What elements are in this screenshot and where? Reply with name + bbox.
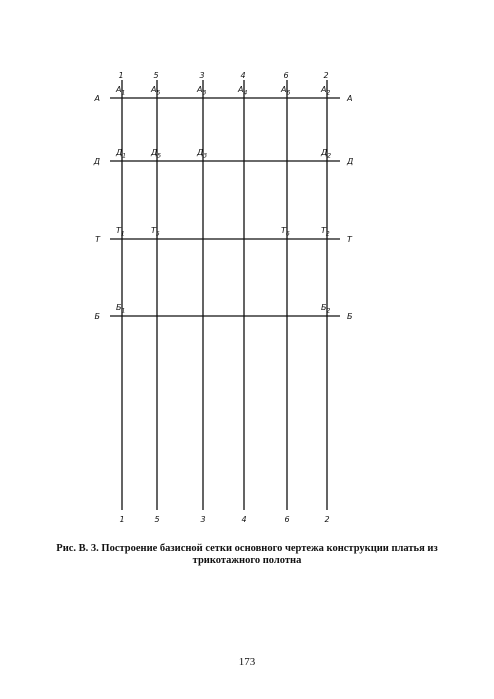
- point-label-d3: $Д_3$: [197, 148, 208, 160]
- page-number: 173: [238, 656, 256, 668]
- figure-caption-line-2: трикотажного полотна: [192, 555, 302, 566]
- vertical-label-bottom-5: 5: [154, 515, 160, 524]
- point-label-a5: $А_5$: [151, 85, 161, 97]
- point-label-d5: $Д_5$: [151, 148, 162, 160]
- point-label-a4: $А_4$: [238, 85, 248, 97]
- horizontal-label-right-t: Т: [347, 235, 352, 244]
- vertical-label-top-6: 6: [283, 71, 289, 80]
- point-label-a3: $А_3$: [197, 85, 207, 97]
- horizontal-label-left-a: А: [94, 94, 100, 103]
- horizontal-label-left-t: Т: [95, 235, 100, 244]
- point-label-t6: $Т_6$: [281, 226, 290, 238]
- point-label-t5: $Т_5$: [151, 226, 160, 238]
- vertical-label-top-4: 4: [240, 71, 246, 80]
- point-label-t2: $Т_2$: [321, 226, 330, 238]
- point-label-d1: $Д_1$: [116, 148, 127, 160]
- vertical-label-bottom-2: 2: [324, 515, 330, 524]
- point-label-a1: $А_1$: [116, 85, 126, 97]
- horizontal-label-right-d: Д: [347, 157, 354, 166]
- horizontal-label-left-d: Д: [93, 157, 100, 166]
- vertical-label-bottom-1: 1: [119, 515, 125, 524]
- figure-caption-line-1: Рис. В. 3. Построение базисной сетки основного чертежа конструкции платья из: [56, 543, 438, 554]
- vertical-label-top-3: 3: [199, 71, 205, 80]
- vertical-label-top-5: 5: [153, 71, 159, 80]
- point-label-d2: $Д_2$: [321, 148, 332, 160]
- point-label-b1: $Б_1$: [116, 303, 126, 315]
- point-label-t1: $Т_1$: [116, 226, 125, 238]
- vertical-label-top-1: 1: [118, 71, 124, 80]
- vertical-label-bottom-4: 4: [241, 515, 247, 524]
- horizontal-label-left-b: Б: [94, 312, 100, 321]
- point-label-a6: $А_6$: [281, 85, 291, 97]
- horizontal-label-right-b: Б: [347, 312, 353, 321]
- vertical-label-bottom-3: 3: [200, 515, 206, 524]
- vertical-label-bottom-6: 6: [284, 515, 290, 524]
- horizontal-label-right-a: А: [347, 94, 353, 103]
- vertical-label-top-2: 2: [323, 71, 329, 80]
- point-label-a2: $А_2$: [321, 85, 331, 97]
- point-label-b2: $Б_2$: [321, 303, 331, 315]
